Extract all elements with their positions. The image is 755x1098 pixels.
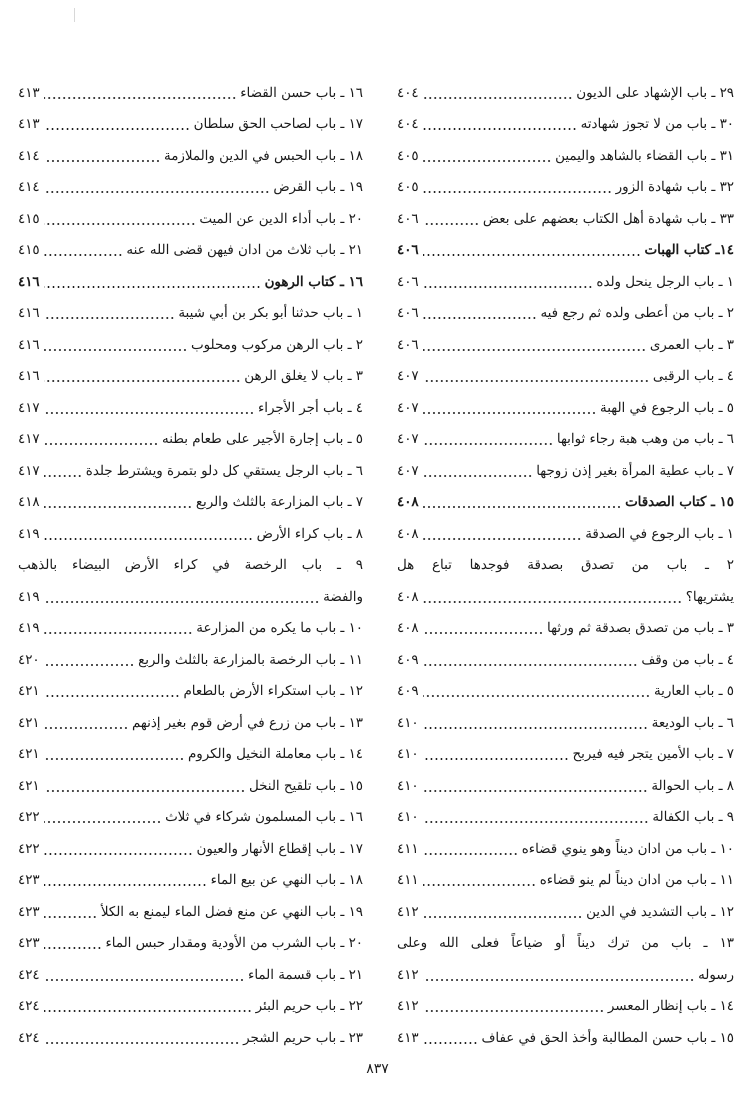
toc-entry-page: ٤١٣ <box>18 117 40 132</box>
toc-entry <box>18 858 363 890</box>
toc-entry <box>18 448 363 480</box>
toc-entry-title: ٢٠ ـ باب أداء الدين عن الميت <box>199 211 363 227</box>
dot-leader <box>423 821 649 823</box>
dot-leader <box>44 286 261 288</box>
dot-leader <box>44 632 193 634</box>
toc-entry-title: ٧ ـ باب الأمين يتجر فيه فيربح <box>572 747 734 762</box>
toc-entry <box>397 732 734 764</box>
toc-entry-page: ٤٠٧ <box>397 400 419 416</box>
toc-entry-page: ٤٠٧ <box>397 369 419 384</box>
toc-entry-title: ٩ ـ باب الرخصة في كراء الأرض البيضاء بالذهب <box>18 558 363 573</box>
toc-entry <box>397 322 734 354</box>
dot-leader <box>44 191 270 193</box>
toc-entry-page: ٤٠٤ <box>397 85 419 101</box>
toc-entry-title: ١ ـ باب الرجل ينحل ولده <box>596 274 734 290</box>
toc-entry <box>18 543 363 575</box>
toc-entry-title: ٣ ـ باب من تصدق بصدقة ثم ورثها <box>547 621 734 636</box>
toc-entry-page: ٤١٠ <box>397 778 419 794</box>
dot-leader <box>423 790 648 792</box>
dot-leader <box>423 412 596 414</box>
toc-entry-title: ١٨ ـ باب الحبس في الدين والملازمة <box>164 148 363 164</box>
toc-entry-title: ١٠ ـ باب من ادان ديناً وهو ينوي قضاءه <box>521 841 734 857</box>
dot-leader <box>44 884 207 886</box>
toc-entry <box>18 354 363 386</box>
toc-entry-page: ٤١٢ <box>397 904 419 920</box>
toc-chapter-heading <box>397 480 734 512</box>
dot-leader <box>423 695 650 697</box>
toc-entry-page: ٤١٥ <box>18 211 40 227</box>
dot-leader <box>423 884 536 886</box>
toc-entry <box>397 637 734 669</box>
toc-entry-title: ٦ ـ باب الوديعة <box>651 715 734 731</box>
toc-entry <box>397 511 734 543</box>
dot-leader <box>44 1010 252 1012</box>
toc-entry-title: ٦ ـ باب من وهب هبة رجاء ثوابها <box>556 432 734 447</box>
toc-entry <box>397 102 734 134</box>
dot-leader <box>423 506 621 508</box>
toc-entry-title: ٢ ـ باب من تصدق بصدقة فوجدها تباع هل <box>397 558 734 573</box>
toc-entry-page: ٤٠٧ <box>397 432 419 447</box>
toc-chapter-heading <box>397 228 734 260</box>
toc-entry <box>18 574 363 606</box>
toc-entry <box>397 858 734 890</box>
toc-entry <box>18 606 363 638</box>
toc-entry-title: ٤ ـ باب أجر الأجراء <box>258 400 363 416</box>
toc-entry-title: يشتريها؟ <box>685 589 734 605</box>
toc-entry <box>18 70 363 102</box>
page-number: ٨٣٧ <box>366 1061 389 1077</box>
dot-leader <box>44 1042 240 1044</box>
toc-entry <box>397 826 734 858</box>
dot-leader <box>423 916 583 918</box>
dot-leader <box>44 664 135 666</box>
toc-entry-title: والفضة <box>323 589 363 605</box>
dot-leader <box>423 380 649 382</box>
toc-entry-page: ٤٠٦ <box>397 242 419 258</box>
toc-entry-title: ١٧ ـ باب إقطاع الأنهار والعيون <box>196 841 363 857</box>
toc-entry <box>18 480 363 512</box>
dot-leader <box>44 160 160 162</box>
dot-leader <box>423 758 569 760</box>
toc-entry-page: ٤٢٣ <box>18 873 40 888</box>
toc-entry-title: ٥ ـ باب إجارة الأجير على طعام بطنه <box>162 432 363 447</box>
toc-entry <box>18 826 363 858</box>
toc-entry <box>18 291 363 323</box>
dot-leader <box>423 160 552 162</box>
toc-entry-page: ٤١٠ <box>397 715 419 731</box>
toc-entry-title: ٢ ـ باب من أعطى ولده ثم رجع فيه <box>540 306 734 321</box>
toc-entry-page: ٤١١ <box>397 841 419 857</box>
toc-entry-title: ١٧ ـ باب لصاحب الحق سلطان <box>193 117 363 132</box>
toc-entry-page: ٤٢١ <box>18 747 40 762</box>
toc-entry <box>18 889 363 921</box>
toc-entry-page: ٤٠٥ <box>397 148 419 164</box>
toc-entry-title: ٧ ـ باب عطية المرأة بغير إذن زوجها <box>536 463 734 479</box>
dot-leader <box>44 853 193 855</box>
toc-entry-title: ١٤ ـ باب معاملة النخيل والكروم <box>188 747 363 762</box>
dot-leader <box>44 223 196 225</box>
toc-entry-title: ١ ـ باب حدثنا أبو بكر بن أبي شيبة <box>178 306 363 321</box>
toc-entry-title: ٢٠ ـ باب الشرب من الأودية ومقدار حبس الماء <box>105 936 363 951</box>
dot-leader <box>423 1010 604 1012</box>
toc-entry-page: ٤٠٤ <box>397 117 419 132</box>
dot-leader <box>44 443 158 445</box>
toc-entry-title: ١٩ ـ باب القرض <box>273 180 363 195</box>
toc-entry-title: ٤ ـ باب الرقبى <box>652 369 734 384</box>
dot-leader <box>423 632 543 634</box>
dot-leader <box>423 727 648 729</box>
toc-entry <box>397 165 734 197</box>
toc-entry-page: ٤٢١ <box>18 684 40 699</box>
toc-entry <box>18 385 363 417</box>
toc-entry-title: ٨ ـ باب الحوالة <box>651 778 734 794</box>
toc-entry <box>397 669 734 701</box>
toc-entry-page: ٤١٧ <box>18 432 40 447</box>
toc-entry <box>397 889 734 921</box>
dot-leader <box>423 538 582 540</box>
toc-entry <box>397 448 734 480</box>
toc-entry <box>397 984 734 1016</box>
toc-entry-page: ٤٢٤ <box>18 967 40 983</box>
toc-entry-page: ٤٢٤ <box>18 1030 40 1046</box>
toc-entry-title: ٢٩ ـ باب الإشهاد على الديون <box>576 85 734 101</box>
dot-leader <box>44 979 244 981</box>
dot-leader <box>44 821 161 823</box>
toc-entry <box>397 921 734 953</box>
toc-entry-page: ٤١٩ <box>18 589 40 605</box>
toc-entry-title: ٣٣ ـ باب شهادة أهل الكتاب بعضهم على بعض <box>482 211 734 227</box>
dot-leader <box>44 97 237 99</box>
dot-leader <box>423 223 479 225</box>
toc-entry-page: ٤٠٨ <box>397 621 419 636</box>
toc-entry <box>397 795 734 827</box>
toc-entry-title: رسوله <box>698 967 734 983</box>
dot-leader <box>44 916 97 918</box>
dot-leader <box>44 695 180 697</box>
toc-entry-page: ٤٢٢ <box>18 810 40 825</box>
toc-entry <box>18 1015 363 1047</box>
toc-entry <box>18 921 363 953</box>
dot-leader <box>423 128 577 130</box>
dot-leader <box>44 538 253 540</box>
toc-entry-page: ٤١٤ <box>18 148 40 164</box>
toc-entry <box>18 228 363 260</box>
dot-leader <box>423 191 612 193</box>
toc-entry <box>397 417 734 449</box>
toc-entry-page: ٤٠٦ <box>397 306 419 321</box>
toc-entry <box>18 984 363 1016</box>
toc-entry <box>397 385 734 417</box>
toc-chapter-heading <box>18 259 363 291</box>
dot-leader <box>44 380 241 382</box>
toc-entry <box>18 133 363 165</box>
toc-entry-title: ١ ـ باب الرجوع في الصدقة <box>585 526 734 542</box>
dot-leader <box>44 601 320 603</box>
toc-entry-page: ٤٢٢ <box>18 841 40 857</box>
dot-leader <box>44 349 187 351</box>
toc-entry-title: ١٢ ـ باب استكراء الأرض بالطعام <box>183 684 363 699</box>
toc-entry <box>397 952 734 984</box>
toc-entry-title: ١٢ ـ باب التشديد في الدين <box>586 904 734 920</box>
toc-entry-page: ٤١٠ <box>397 747 419 762</box>
dot-leader <box>423 443 553 445</box>
toc-entry-title: ٤ ـ باب من وقف <box>641 652 734 668</box>
toc-entry-page: ٤١١ <box>397 873 419 888</box>
toc-entry-title: ٢٢ ـ باب حريم البئر <box>255 999 363 1014</box>
toc-entry-title: ١٥ ـ كتاب الصدقات <box>625 494 734 510</box>
toc-entry-page: ٤٢١ <box>18 715 40 731</box>
toc-entry-page: ٤٢٣ <box>18 936 40 951</box>
toc-entry <box>397 543 734 575</box>
toc-entry-title: ١٤ ـ باب إنظار المعسر <box>607 999 734 1014</box>
toc-entry <box>18 322 363 354</box>
toc-entry-title: ٦ ـ باب الرجل يستقي كل دلو بتمرة ويشترط جلدة <box>85 463 363 479</box>
toc-entry-title: ١٦ ـ باب حسن القضاء <box>240 85 363 101</box>
toc-entry <box>18 795 363 827</box>
toc-entry-page: ٤١٣ <box>397 1030 419 1046</box>
toc-entry-page: ٤١٣ <box>18 85 40 101</box>
toc-entry-page: ٤١٤ <box>18 180 40 195</box>
toc-entry-title: ١٤ـ كتاب الهبات <box>644 242 734 258</box>
toc-entry <box>397 291 734 323</box>
dot-leader <box>423 97 573 99</box>
toc-entry-page: ٤٢٤ <box>18 999 40 1014</box>
toc-entry-page: ٤٠٨ <box>397 526 419 542</box>
toc-entry-title: ٨ ـ باب كراء الأرض <box>256 526 363 542</box>
toc-entry <box>18 511 363 543</box>
toc-entry-page: ٤١٦ <box>18 369 40 384</box>
toc-entry <box>18 700 363 732</box>
toc-entry-title: ٣٠ ـ باب من لا تجوز شهادته <box>580 117 734 132</box>
toc-entry-page: ٤١٦ <box>18 306 40 321</box>
toc-entry-title: ١١ ـ باب الرخصة بالمزارعة بالثلث والربع <box>138 652 363 668</box>
dot-leader <box>423 853 518 855</box>
toc-entry-title: ١٨ ـ باب النهي عن بيع الماء <box>210 873 363 888</box>
toc-entry <box>18 952 363 984</box>
toc-entry-title: ٥ ـ باب العارية <box>653 684 734 699</box>
dot-leader <box>423 286 593 288</box>
toc-entry <box>18 763 363 795</box>
toc-entry <box>397 1015 734 1047</box>
toc-entry-page: ٤١٩ <box>18 621 40 636</box>
dot-leader <box>423 601 682 603</box>
toc-entry-title: ٩ ـ باب الكفالة <box>652 810 734 825</box>
toc-entry-title: ١٦ ـ كتاب الرهون <box>264 273 363 290</box>
toc-entry-title: ١٣ ـ باب من زرع في أرض قوم بغير إذنهم <box>132 715 363 731</box>
dot-leader <box>44 317 175 319</box>
toc-entry-page: ٤٠٧ <box>397 463 419 479</box>
dot-leader <box>423 254 641 256</box>
toc-entry-page: ٤٠٦ <box>397 274 419 290</box>
dot-leader <box>423 349 646 351</box>
toc-entry-page: ٤٢٠ <box>18 652 40 668</box>
dot-leader <box>44 254 123 256</box>
toc-entry-page: ٤٢١ <box>18 778 40 794</box>
toc-entry-title: ٢١ ـ باب قسمة الماء <box>248 967 363 983</box>
toc-entry-page: ٤٠٩ <box>397 684 419 699</box>
toc-entry <box>18 417 363 449</box>
toc-entry-page: ٤١٢ <box>397 967 419 983</box>
toc-entry-title: ٣ ـ باب لا يغلق الرهن <box>244 369 363 384</box>
toc-entry-page: ٤٠٥ <box>397 180 419 195</box>
toc-entry-title: ٣ ـ باب العمرى <box>649 337 734 353</box>
toc-entry-title: ١٣ ـ باب من ترك ديناً أو ضياعاً فعلى الله وعلى <box>397 936 734 951</box>
dot-leader <box>44 412 254 414</box>
toc-entry-title: ٧ ـ باب المزارعة بالثلث والربع <box>195 495 363 510</box>
toc-entry-title: ٥ ـ باب الرجوع في الهبة <box>600 400 734 416</box>
toc-entry-title: ١٥ ـ باب تلقيح النخل <box>249 778 363 794</box>
dot-leader <box>44 727 128 729</box>
dot-leader <box>423 979 695 981</box>
toc-entry-page: ٤٠٨ <box>397 589 419 605</box>
toc-column-left <box>18 70 363 1047</box>
toc-entry-page: ٤٢٣ <box>18 904 40 920</box>
toc-entry <box>397 606 734 638</box>
toc-entry-page: ٤١٧ <box>18 400 40 416</box>
dot-leader <box>44 475 82 477</box>
toc-entry <box>397 574 734 606</box>
toc-entry-page: ٤١٦ <box>18 273 40 290</box>
toc-entry-page: ٤١٩ <box>18 526 40 542</box>
toc-entry-title: ٢٣ ـ باب حريم الشجر <box>243 1030 363 1046</box>
toc-entry-page: ٤٠٨ <box>397 494 419 510</box>
dot-leader <box>423 475 533 477</box>
toc-entry-page: ٤١٢ <box>397 999 419 1014</box>
toc-entry <box>397 259 734 291</box>
toc-entry <box>18 669 363 701</box>
toc-entry-title: ١٩ ـ باب النهي عن منع فضل الماء ليمنع به الكلأ <box>100 904 363 920</box>
dot-leader <box>44 506 192 508</box>
toc-entry-title: ١٥ ـ باب حسن المطالبة وأخذ الحق في عفاف <box>481 1030 734 1046</box>
toc-entry <box>18 637 363 669</box>
toc-entry-title: ١١ ـ باب من ادان ديناً لم ينو قضاءه <box>539 873 734 888</box>
dot-leader <box>423 664 638 666</box>
toc-entry-title: ١٠ ـ باب ما يكره من المزارعة <box>196 621 363 636</box>
scan-mark <box>74 8 75 22</box>
toc-entry-page: ٤١٨ <box>18 495 40 510</box>
toc-entry <box>397 700 734 732</box>
dot-leader <box>44 790 245 792</box>
toc-entry-title: ٣١ ـ باب القضاء بالشاهد واليمين <box>555 148 734 164</box>
toc-entry-title: ٣٢ ـ باب شهادة الزور <box>615 180 734 195</box>
toc-entry-page: ٤٠٦ <box>397 337 419 353</box>
dot-leader <box>44 128 190 130</box>
toc-entry <box>18 102 363 134</box>
toc-entry <box>18 165 363 197</box>
toc-entry-page: ٤١٧ <box>18 463 40 479</box>
toc-entry <box>397 70 734 102</box>
toc-column-right <box>397 70 734 1047</box>
toc-entry-page: ٤٠٦ <box>397 211 419 227</box>
toc-entry <box>397 196 734 228</box>
toc-entry-title: ٢١ ـ باب ثلاث من ادان فيهن قضى الله عنه <box>126 243 363 258</box>
toc-entry-page: ٤١٥ <box>18 243 40 258</box>
dot-leader <box>423 1042 478 1044</box>
toc-entry-title: ١٦ ـ باب المسلمون شركاء في ثلاث <box>165 810 363 825</box>
toc-entry-page: ٤١٠ <box>397 810 419 825</box>
toc-entry-page: ٤٠٩ <box>397 652 419 668</box>
dot-leader <box>423 317 537 319</box>
dot-leader <box>44 758 184 760</box>
toc-entry-title: ٢ ـ باب الرهن مركوب ومحلوب <box>191 337 363 353</box>
toc-entry <box>397 763 734 795</box>
toc-entry <box>18 732 363 764</box>
toc-entry <box>397 133 734 165</box>
toc-entry <box>18 196 363 228</box>
toc-entry <box>397 354 734 386</box>
dot-leader <box>44 947 102 949</box>
toc-entry-page: ٤١٦ <box>18 337 40 353</box>
